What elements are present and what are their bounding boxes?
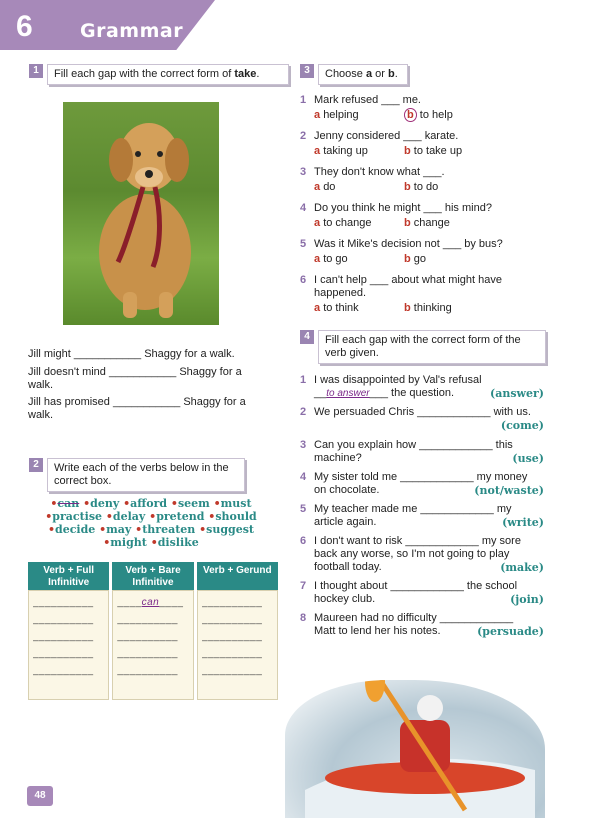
- option-a[interactable]: a to think: [314, 302, 359, 314]
- option-b[interactable]: b to do: [404, 181, 439, 193]
- col-bare-infinitive: [112, 590, 193, 700]
- col-header-gerund: Verb + Gerund: [197, 562, 278, 590]
- answer-blank[interactable]: __________: [33, 631, 94, 642]
- ex3-question: 5 Was it Mike's decision not ___ by bus?: [300, 238, 503, 250]
- ex4-item: 8 Maureen had no difficulty ____________ Matt to lend her his notes. (persuade): [300, 612, 544, 638]
- answer-blank[interactable]: __________: [33, 597, 94, 608]
- ex3-question: 4 Do you think he might ___ his mind?: [300, 202, 492, 214]
- unit-title: Grammar: [80, 20, 184, 42]
- answer-blank[interactable]: __________: [33, 648, 94, 659]
- ex2-number: 2: [29, 458, 43, 472]
- ex4-item: 6 I don't want to risk ____________ my sore back any worse, so I'm not going to play football today. (make): [300, 535, 544, 574]
- answer-blank[interactable]: __________: [117, 648, 178, 659]
- ex4-header: [300, 330, 546, 364]
- answer-blank[interactable]: __________: [201, 648, 263, 659]
- ex2-header: [29, 458, 245, 492]
- ex3-question: 6 I can't help ___ about what might have happened.: [300, 274, 503, 299]
- ex3-options: [314, 217, 560, 230]
- option-a[interactable]: a taking up: [314, 145, 368, 157]
- kayak-photo: [285, 680, 545, 818]
- answer-blank[interactable]: __________: [201, 631, 263, 642]
- ex3-question: 3 They don't know what ___.: [300, 166, 445, 178]
- verb-table: [28, 562, 278, 700]
- ex1-sentence-3: Jill has promised ___________ Shaggy for a walk.: [28, 396, 246, 421]
- option-b[interactable]: b to take up: [404, 145, 463, 157]
- ex1-number: 1: [29, 64, 43, 78]
- answer-blank[interactable]: __________: [33, 614, 94, 625]
- col-gerund: [197, 590, 278, 700]
- ex3-options: [314, 181, 560, 194]
- option-a[interactable]: a to go: [314, 253, 348, 265]
- ex4-items: [300, 374, 544, 638]
- answer-blank[interactable]: __________: [33, 665, 94, 676]
- ex3-question: 2 Jenny considered ___ karate.: [300, 130, 459, 142]
- ex4-item: 4 My sister told me ____________ my money on chocolate. (not/waste): [300, 471, 544, 497]
- ex4-item: 1 I was disappointed by Val's refusal __to answer___ the question. (answer): [300, 374, 544, 400]
- option-b[interactable]: b change: [404, 217, 450, 229]
- ex4-number: 4: [300, 330, 314, 344]
- ex1-header: [29, 64, 289, 85]
- answer-blank[interactable]: __________: [201, 665, 263, 676]
- ex3-items: [300, 94, 560, 323]
- ex4-item: 7 I thought about ____________ the school hockey club. (join): [300, 580, 544, 606]
- option-b[interactable]: b go: [404, 253, 427, 265]
- ex2-instruction: Write each of the verbs below in the correct box.: [47, 458, 245, 492]
- ex1-instruction: Fill each gap with the correct form of take.: [47, 64, 289, 85]
- verb-line-3: •decide •may •threaten •suggest: [47, 523, 255, 536]
- ex4-item: 2 We persuaded Chris ____________ with us. (come): [300, 406, 544, 432]
- ex3-options: [314, 302, 560, 315]
- answer-blank[interactable]: __________: [117, 614, 178, 625]
- col-header-bare-infinitive: Verb + Bare Infinitive: [112, 562, 193, 590]
- answer-blank[interactable]: __________: [117, 665, 178, 676]
- ex1-sentence-2: Jill doesn't mind ___________ Shaggy for a walk.: [28, 366, 242, 391]
- option-a[interactable]: a to change: [314, 217, 372, 229]
- ex1-sentence-1: Jill might ___________ Shaggy for a walk.: [28, 348, 235, 360]
- answer-blank[interactable]: __________: [201, 614, 263, 625]
- ex3-number: 3: [300, 64, 314, 78]
- option-a[interactable]: a do: [314, 181, 336, 193]
- unit-number: 6: [16, 10, 33, 43]
- answer-filled[interactable]: ____can____: [117, 597, 184, 608]
- page-number: 48: [27, 786, 53, 806]
- verb-line-4: •might •dislike: [103, 536, 199, 549]
- ex3-options: [314, 109, 560, 122]
- ex3-options: [314, 253, 560, 266]
- verb-line-2: •practise •delay •pretend •should: [45, 510, 257, 523]
- ex3-instruction: Choose a or b.: [318, 64, 408, 85]
- option-b-selected[interactable]: b to help: [404, 109, 453, 122]
- verb-line-1: •can •deny •afford •seem •must: [50, 497, 252, 510]
- col-full-infinitive: [28, 590, 109, 700]
- col-header-full-infinitive: Verb + Full Infinitive: [28, 562, 109, 590]
- ex3-options: [314, 145, 560, 158]
- option-b[interactable]: b thinking: [404, 302, 452, 314]
- ex3-header: [300, 64, 408, 85]
- ex4-item: 5 My teacher made me ____________ my article again. (write): [300, 503, 544, 529]
- verb-list: [33, 497, 269, 549]
- ex4-instruction: Fill each gap with the correct form of the verb given.: [318, 330, 546, 364]
- ex4-item: 3 Can you explain how ____________ this machine? (use): [300, 439, 544, 465]
- answer-blank[interactable]: __________: [201, 597, 263, 608]
- dog-photo: [63, 102, 219, 325]
- option-a[interactable]: a helping: [314, 109, 359, 121]
- answer-blank[interactable]: __________: [117, 631, 178, 642]
- ex3-question: 1 Mark refused ___ me.: [300, 94, 421, 106]
